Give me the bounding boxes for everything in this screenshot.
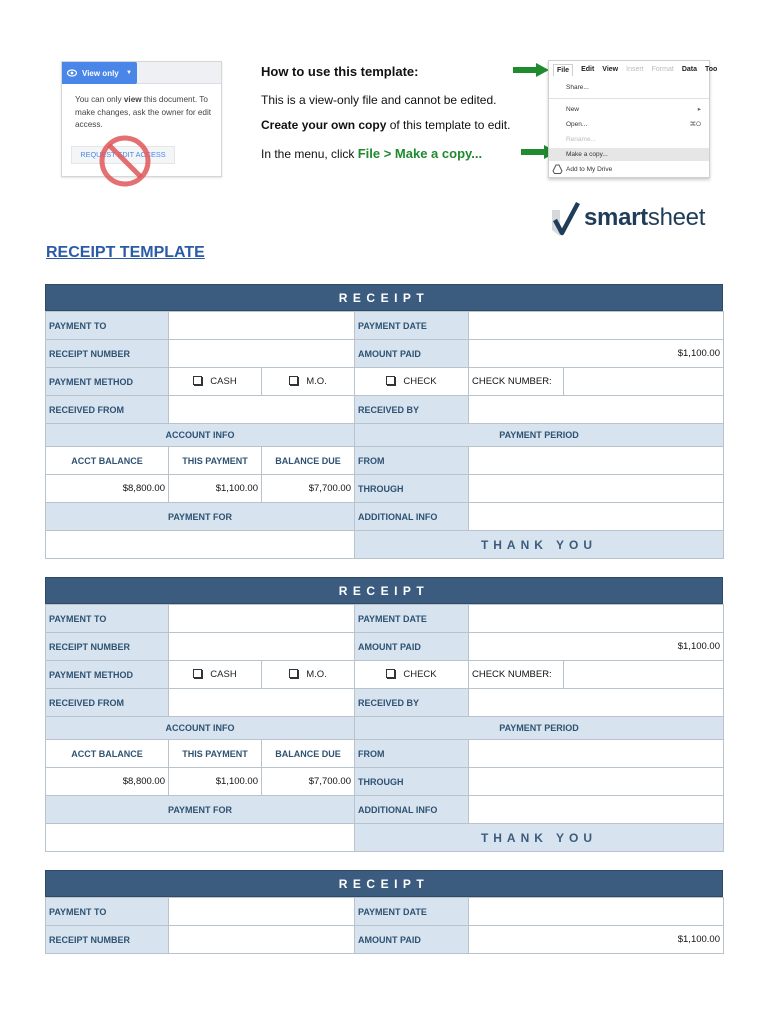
- cash-option[interactable]: CASH: [169, 368, 262, 396]
- received-by-field[interactable]: [469, 396, 724, 424]
- receipt-number-field[interactable]: [169, 926, 355, 954]
- payment-period-heading: PAYMENT PERIOD: [355, 717, 724, 740]
- menu-divider: [549, 98, 709, 99]
- payment-to-field[interactable]: [169, 898, 355, 926]
- acct-balance-label: ACCT BALANCE: [46, 740, 169, 768]
- payment-date-field[interactable]: [469, 605, 724, 633]
- received-by-label: RECEIVED BY: [355, 396, 469, 424]
- view-only-message: You can only view this document. To make changes, ask the owner for edit access.: [75, 95, 212, 129]
- drive-icon: [553, 165, 562, 174]
- payment-to-field[interactable]: [169, 312, 355, 340]
- received-by-field[interactable]: [469, 689, 724, 717]
- menu-tools[interactable]: Too: [705, 66, 718, 73]
- amount-paid-value[interactable]: $1,100.00: [469, 926, 724, 954]
- additional-info-field[interactable]: [469, 796, 724, 824]
- checkbox-icon[interactable]: [386, 669, 395, 678]
- receipt-1: [45, 284, 723, 559]
- howto-line-1: This is a view-only file and cannot be edited.: [261, 93, 497, 107]
- receipt-2: [45, 577, 723, 852]
- menu-item-make-copy[interactable]: Make a copy...: [549, 148, 709, 161]
- thank-you-banner: THANK YOU: [355, 824, 724, 852]
- received-from-label: RECEIVED FROM: [46, 689, 169, 717]
- through-label: THROUGH: [355, 475, 469, 503]
- check-number-label: CHECK NUMBER:: [469, 661, 564, 689]
- payment-for-heading: PAYMENT FOR: [46, 796, 355, 824]
- payment-method-label: PAYMENT METHOD: [46, 368, 169, 396]
- view-only-badge[interactable]: [62, 62, 137, 84]
- payment-method-label: PAYMENT METHOD: [46, 661, 169, 689]
- menu-view[interactable]: View: [602, 66, 619, 73]
- additional-info-label: ADDITIONAL INFO: [355, 503, 469, 531]
- receipt-header: RECEIPT: [45, 870, 723, 897]
- account-info-heading: ACCOUNT INFO: [46, 717, 355, 740]
- checkbox-icon[interactable]: [289, 669, 298, 678]
- menu-edit[interactable]: Edit: [581, 66, 595, 73]
- receipt-number-field[interactable]: [169, 633, 355, 661]
- payment-for-field[interactable]: [46, 531, 355, 559]
- checkbox-icon[interactable]: [193, 376, 202, 385]
- check-option[interactable]: CHECK: [355, 661, 469, 689]
- additional-info-field[interactable]: [469, 503, 724, 531]
- acct-balance-label: ACCT BALANCE: [46, 447, 169, 475]
- menu-format[interactable]: Format: [651, 66, 674, 73]
- balance-due-value[interactable]: $7,700.00: [262, 475, 355, 503]
- receipt-number-label: RECEIPT NUMBER: [46, 633, 169, 661]
- checkbox-icon[interactable]: [193, 669, 202, 678]
- acct-balance-value[interactable]: $8,800.00: [46, 768, 169, 796]
- view-only-header: [62, 62, 221, 84]
- payment-to-label: PAYMENT TO: [46, 605, 169, 633]
- payment-date-field[interactable]: [469, 312, 724, 340]
- view-only-label: View only: [82, 68, 119, 78]
- mo-option[interactable]: M.O.: [262, 661, 355, 689]
- payment-date-label: PAYMENT DATE: [355, 898, 469, 926]
- eye-icon: [67, 68, 77, 78]
- balance-due-label: BALANCE DUE: [262, 740, 355, 768]
- payment-to-field[interactable]: [169, 605, 355, 633]
- this-payment-label: THIS PAYMENT: [169, 447, 262, 475]
- from-label: FROM: [355, 740, 469, 768]
- arrow-right-icon: [513, 63, 549, 77]
- check-option[interactable]: CHECK: [355, 368, 469, 396]
- amount-paid-value[interactable]: $1,100.00: [469, 340, 724, 368]
- balance-due-label: BALANCE DUE: [262, 447, 355, 475]
- file-menu-screenshot: [548, 60, 718, 178]
- menu-bar: [549, 61, 718, 78]
- chevron-right-icon: ▸: [697, 106, 701, 113]
- from-field[interactable]: [469, 740, 724, 768]
- received-from-field[interactable]: [169, 689, 355, 717]
- menu-item-open[interactable]: Open... ⌘O: [566, 121, 701, 128]
- amount-paid-label: AMOUNT PAID: [355, 633, 469, 661]
- from-label: FROM: [355, 447, 469, 475]
- additional-info-label: ADDITIONAL INFO: [355, 796, 469, 824]
- payment-period-heading: PAYMENT PERIOD: [355, 424, 724, 447]
- page-title[interactable]: RECEIPT TEMPLATE: [46, 244, 205, 261]
- received-by-label: RECEIVED BY: [355, 689, 469, 717]
- checkbox-icon[interactable]: [386, 376, 395, 385]
- amount-paid-value[interactable]: $1,100.00: [469, 633, 724, 661]
- payment-date-label: PAYMENT DATE: [355, 605, 469, 633]
- payment-for-heading: PAYMENT FOR: [46, 503, 355, 531]
- prohibited-icon: [98, 134, 152, 188]
- receipt-number-label: RECEIPT NUMBER: [46, 926, 169, 954]
- menu-insert[interactable]: Insert: [626, 66, 644, 73]
- receipt-3: [45, 870, 723, 954]
- receipt-table: [45, 311, 724, 559]
- menu-item-add-to-drive[interactable]: Add to My Drive: [549, 163, 709, 176]
- receipt-number-field[interactable]: [169, 340, 355, 368]
- received-from-field[interactable]: [169, 396, 355, 424]
- receipt-table: [45, 897, 724, 954]
- menu-item-rename[interactable]: Rename...: [566, 136, 596, 143]
- view-only-notice: [61, 61, 222, 177]
- thank-you-banner: THANK YOU: [355, 531, 724, 559]
- menu-item-share[interactable]: Share...: [566, 84, 589, 91]
- howto-line-3: In the menu, click File > Make a copy...: [261, 146, 483, 161]
- howto-title: How to use this template:: [261, 64, 419, 79]
- menu-file[interactable]: File: [553, 64, 573, 76]
- receipt-header: RECEIPT: [45, 577, 723, 604]
- chevron-down-icon: ▼: [126, 70, 132, 76]
- amount-paid-label: AMOUNT PAID: [355, 340, 469, 368]
- request-edit-access-button[interactable]: REQUEST EDIT ACCESS: [71, 146, 175, 164]
- checkbox-icon[interactable]: [289, 376, 298, 385]
- amount-paid-label: AMOUNT PAID: [355, 926, 469, 954]
- from-field[interactable]: [469, 447, 724, 475]
- mo-option[interactable]: M.O.: [262, 368, 355, 396]
- through-label: THROUGH: [355, 768, 469, 796]
- through-field[interactable]: [469, 768, 724, 796]
- smartsheet-logo: [550, 200, 720, 240]
- through-field[interactable]: [469, 475, 724, 503]
- receipt-number-label: RECEIPT NUMBER: [46, 340, 169, 368]
- check-number-field[interactable]: [564, 368, 724, 396]
- payment-to-label: PAYMENT TO: [46, 312, 169, 340]
- payment-to-label: PAYMENT TO: [46, 898, 169, 926]
- brand-name: smartsheet: [584, 204, 706, 231]
- balance-due-value[interactable]: $7,700.00: [262, 768, 355, 796]
- account-info-heading: ACCOUNT INFO: [46, 424, 355, 447]
- check-number-label: CHECK NUMBER:: [469, 368, 564, 396]
- received-from-label: RECEIVED FROM: [46, 396, 169, 424]
- payment-for-field[interactable]: [46, 824, 355, 852]
- payment-date-field[interactable]: [469, 898, 724, 926]
- howto-instructions: [261, 64, 511, 161]
- cash-option[interactable]: CASH: [169, 661, 262, 689]
- acct-balance-value[interactable]: $8,800.00: [46, 475, 169, 503]
- menu-data[interactable]: Data: [681, 66, 697, 73]
- this-payment-value[interactable]: $1,100.00: [169, 475, 262, 503]
- payment-date-label: PAYMENT DATE: [355, 312, 469, 340]
- this-payment-label: THIS PAYMENT: [169, 740, 262, 768]
- howto-line-2: Create your own copy of this template to edit.: [261, 118, 511, 132]
- receipt-table: [45, 604, 724, 852]
- this-payment-value[interactable]: $1,100.00: [169, 768, 262, 796]
- check-number-field[interactable]: [564, 661, 724, 689]
- receipt-header: RECEIPT: [45, 284, 723, 311]
- menu-item-new[interactable]: New ▸: [549, 103, 709, 116]
- checkmark-logo-icon: [550, 200, 584, 240]
